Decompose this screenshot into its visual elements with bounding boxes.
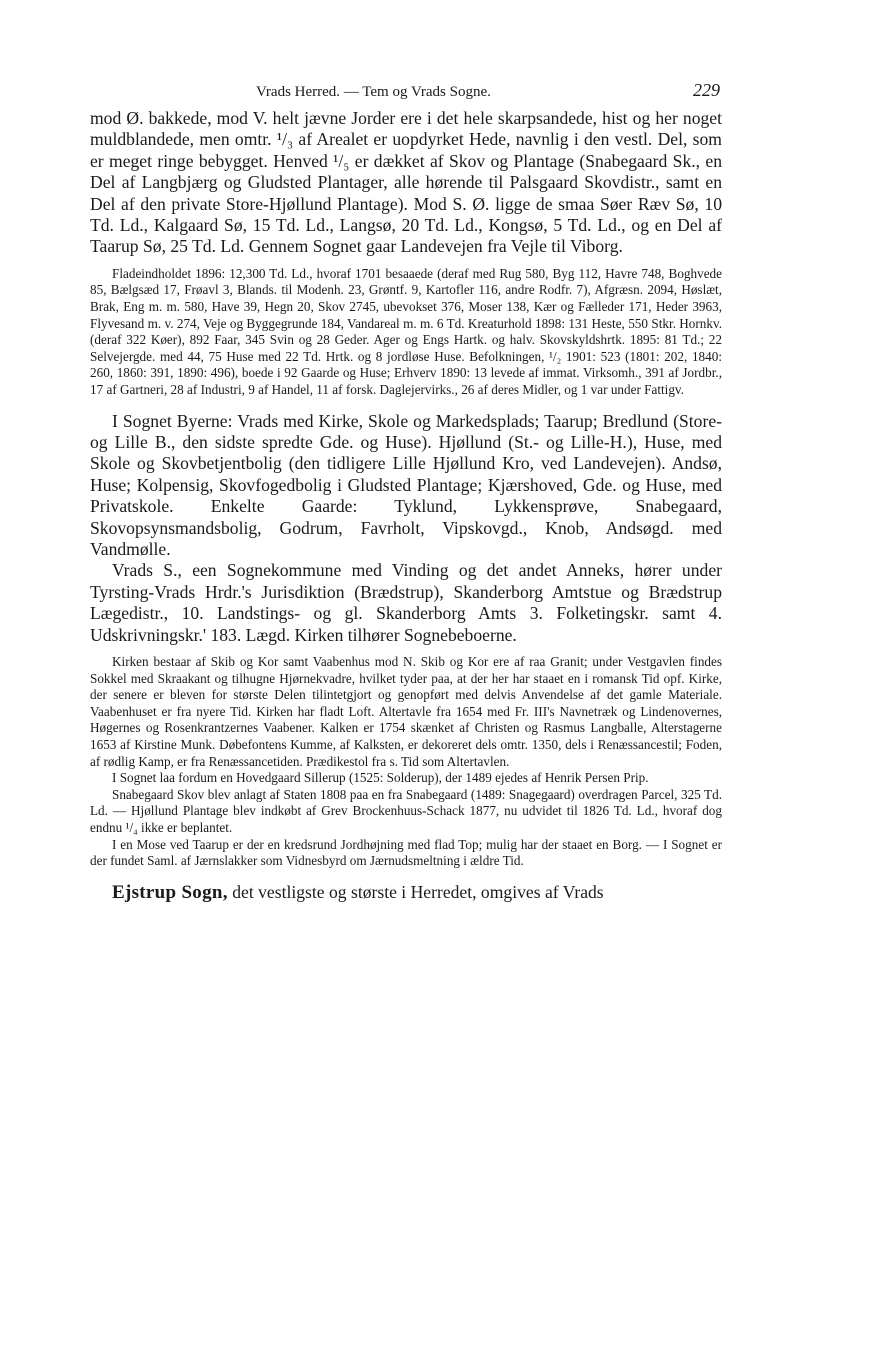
running-header bbox=[90, 78, 722, 108]
paragraph-administration: Vrads S., een Sognekommune med Vinding og det andet Anneks, hører under Tyrsting-Vrads Hrdr.'s Jurisdiktion (Brædstrup), Skanderborg Amtstue og Brædstrup Lægedistr., 10. Landstings- og gl. Skanderborg Amts 3. Folketingskr. samt 4. Udskrivningskr.' 183. Lægd. Kirken tilhører Sognebeboerne. bbox=[90, 560, 722, 645]
paragraph-ejstrup bbox=[90, 882, 722, 903]
ejstrup-text: det vestligste og største i Herredet, omgives af Vrads bbox=[232, 881, 604, 902]
running-title: Vrads Herred. — Tem og Vrads Sogne. bbox=[256, 84, 491, 100]
note-bog-mound: I en Mose ved Taarup er der en kredsrund Jordhøjning med flad Top; mulig har der staaet en Borg. — I Sognet er der fundet Saml. af Jærnslakker som Vidnesbyrd om Jærnudsmeltning i ældre Tid. bbox=[90, 836, 722, 869]
section-title-ejstrup: Ejstrup Sogn, bbox=[112, 881, 228, 903]
statistics-paragraph: Fladeindholdet 1896: 12,300 Td. Ld., hvoraf 1701 besaaede (deraf med Rug 580, Byg 112, Havre 748, Boghvede 85, Bælgsæd 17, Frøavl 3, Blands. til Modenh. 23, Grøntf. 9, Kartofler 116, andre Rodfr. 7), Afgræsn. 2094, Høslæt, Brak, Eng m. m. 580, Have 39, Hegn 20, Skov 2745, ubevokset 376, Moser 138, Kær og Fælleder 171, Heder 3963, Flyvesand m. v. 274, Veje og Byggegrunde 184, Vandareal m. m. 6 Td. Kreaturhold 1898: 131 Heste, 550 Stkr. Hornkv. (deraf 322 Køer), 892 Faar, 345 Svin og 28 Geder. Ager og Engs Hartk. og halv. Skovskyldshrtk. 1895: 81 Td.; 22 Selvejergde. med 44, 75 Huse med 22 Td. Hrtk. og 8 jordløse Huse. Befolkningen, ¹/₂ 1901: 523 (1801: 202, 1840: 260, 1860: 391, 1890: 496), boede i 92 Gaarde og Huse; Erhverv 1890: 13 levede af immat. Virksomh., 391 af Jordbr., 17 af Gartneri, 28 af Industri, 9 af Handel, 11 af forsk. Daglejervirks., 26 af deres Midler, og 1 var under Fattigv. bbox=[90, 265, 722, 397]
page bbox=[90, 78, 722, 903]
note-church: Kirken bestaar af Skib og Kor samt Vaabenhus mod N. Skib og Kor ere af raa Granit; under Vestgavlen findes Sokkel med Skraakant og tilhugne Hjørnekvadre, hvilket tyder paa, at der her har staaet en i romansk Tid opf. Kirke, der senere er bleven for største Delen tilintetgjort og genopført med delvis Anvendelse af det gamle Materiale. Vaabenhuset er fra nyere Tid. Kirken har fladt Loft. Altertavle fra 1654 med Fr. III's Navnetræk og Lindenovernes, Høgernes og Rosenkrantzernes Vaabener. Kalken er 1754 skænket af Christen og Rasmus Langballe, Alterstagerne 1653 af Kirstine Munk. Døbefontens Kumme, af Kalksten, er dekoreret dels omtr. 1350, dels i Renæssancestil; Foden, af rødlig Kamp, er fra Renæssancetiden. Prædikestol fra s. Tid som Altertavlen. bbox=[90, 654, 722, 769]
note-sillerup: I Sognet laa fordum en Hovedgaard Sillerup (1525: Solderup), der 1489 ejedes af Henrik Persen Prip. bbox=[112, 770, 649, 786]
paragraph-villages: I Sognet Byerne: Vrads med Kirke, Skole og Markedsplads; Taarup; Bredlund (Store- og Lille B., den sidste spredte Gde. og Huse). Hjøllund (St.- og Lille-H.), Huse, med Skole og Skovbetjentbolig (den tidligere Lille Hjøllund Kro, ved Landevejen). Andsø, Huse; Kolpensig, Skovfogedbolig i Gludsted Plantage; Kjærshoved, Gde. og Huse, med Privatskole. Enkelte Gaarde: Tyklund, Lykkensprøve, Snabegaard, Skovopsynsmandsbolig, Godrum, Favrholt, Vipskovgd., Knob, Andsøgd. med Vandmølle. bbox=[90, 410, 722, 560]
page-number: 229 bbox=[693, 80, 720, 100]
note-snabegaard-forest: Snabegaard Skov blev anlagt af Staten 1808 paa en fra Snabegaard (1489: Snagegaard) overdragen Parcel, 325 Td. Ld. — Hjøllund Plantage blev indkøbt af Grev Brockenhuus-Schack 1877, nu udvidet til 1826 Td. Ld., hvoraf dog endnu ¹/₄ ikke er beplantet. bbox=[90, 786, 722, 835]
paragraph-terrain: mod Ø. bakkede, mod V. helt jævne Jorder ere i det hele skarpsandede, hist og her noget muldblandede, men omtr. ¹/₃ af Arealet er uopdyrket Hede, navnlig i den vestl. Del, som er meget ringe bebygget. Henved ¹/₅ er dækket af Skov og Plantage (Snabegaard Sk., en Del af Langbjærg og Gludsted Plantager, alle hørende til Palsgaard Skovdistr., samt en Del af den private Store-Hjøllund Plantage). Mod S. Ø. ligge de smaa Søer Ræv Sø, 10 Td. Ld., Kalgaard Sø, 15 Td. Ld., Langsø, 20 Td. Ld., Kongsø, 5 Td. Ld., og en Del af Taarup Sø, 25 Td. Ld. Gennem Sognet gaar Landevejen fra Vejle til Viborg. bbox=[90, 108, 722, 257]
